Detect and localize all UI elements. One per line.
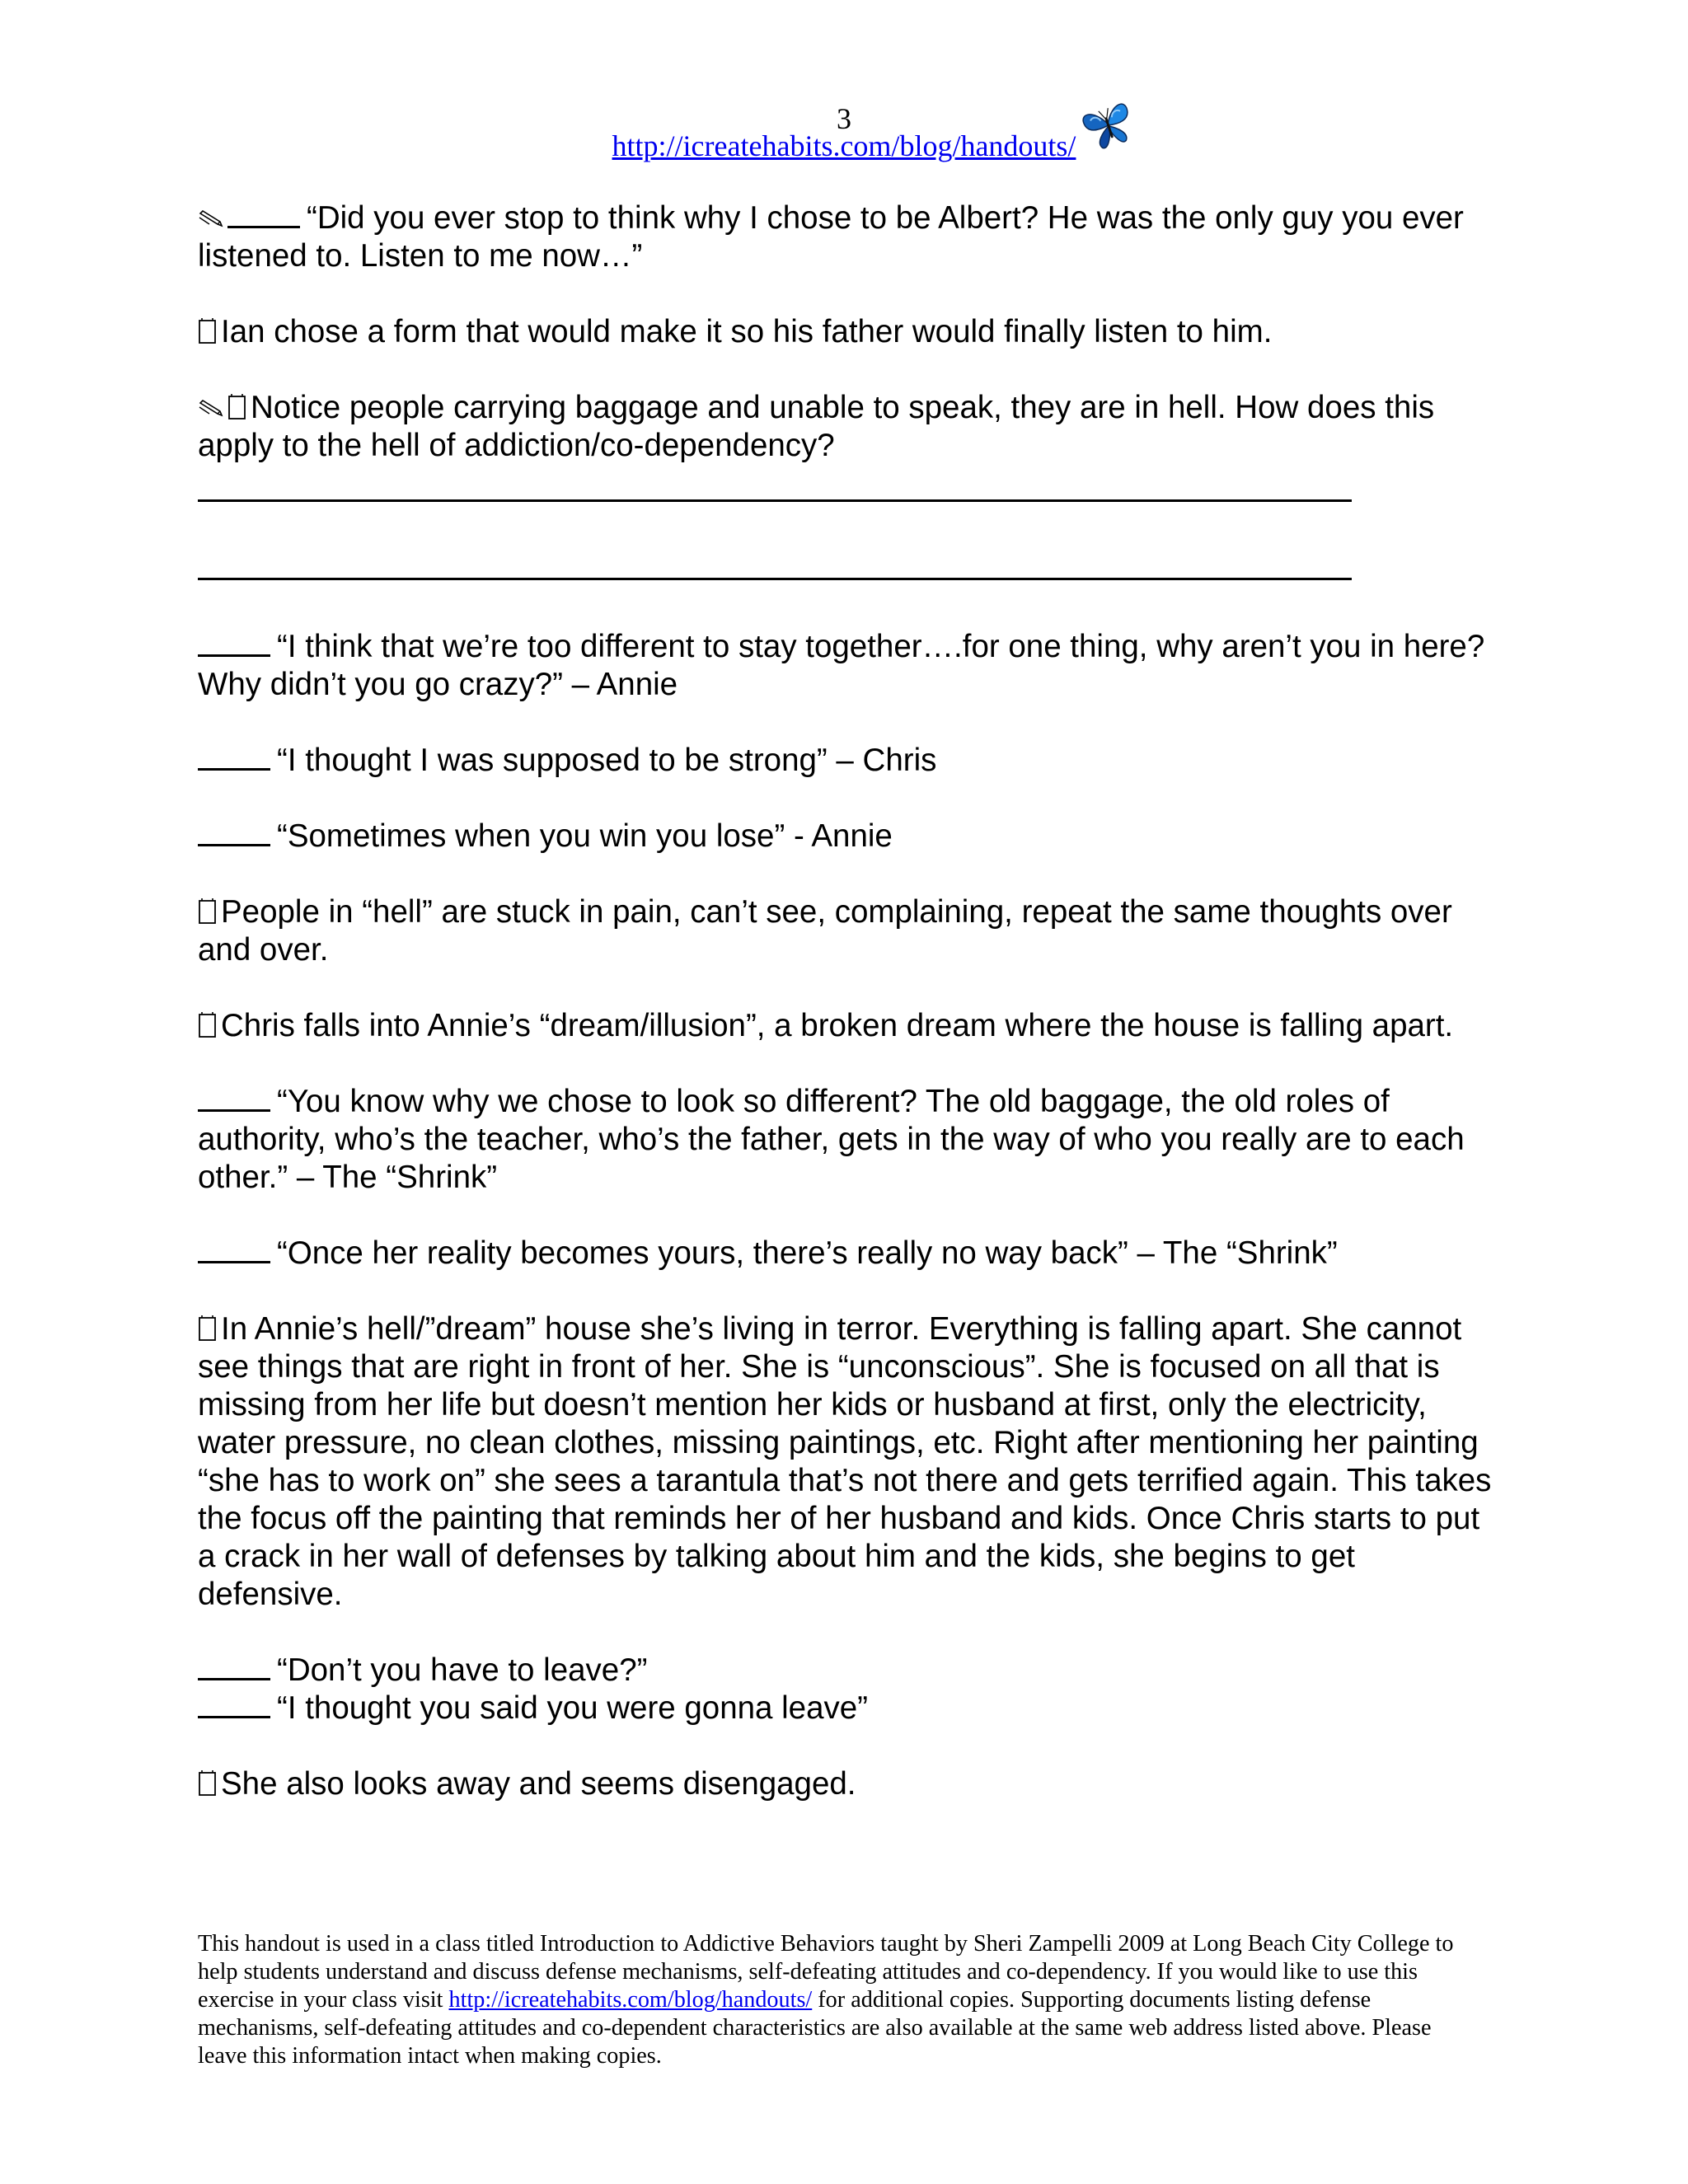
paragraph-text: Notice people carrying baggage and unable to speak, they are in hell. How does this apply to the hell of addiction/co-dependency?	[198, 390, 1435, 463]
question-baggage	[198, 389, 1500, 465]
paragraph-text: “Did you ever stop to think why I chose to be Albert? He was the only guy you ever listened to. Listen to me now…”	[198, 200, 1464, 274]
answer-line[interactable]	[198, 578, 1352, 580]
quote-shrink-different	[198, 1083, 1500, 1197]
note-annie-hell	[198, 1310, 1500, 1614]
quote-annie-win	[198, 818, 1500, 855]
paragraph-text: In Annie’s hell/”dream” house she’s living in terror. Everything is falling apart. She cannot see things that are right in front of her. She is “unconscious”. She is focused on all that is missing from her life but doesn’t mention her kids or husband at first, only the electricity, water pressure, no clean clothes, missing paintings, etc. Right after mentioning her painting “she has to work on” she sees a tarantula that’s not there and gets terrified again. This takes the focus off the painting that reminds her of her husband and kids. Once Chris starts to put a crack in her wall of defenses by talking about him and the kids, she begins to get defensive.	[198, 1311, 1492, 1612]
paragraph-text: She also looks away and seems disengaged.	[221, 1766, 856, 1802]
checkbox-icon[interactable]	[198, 898, 218, 926]
checkbox-icon[interactable]	[227, 393, 247, 421]
quote-albert	[198, 199, 1500, 275]
paragraph-text: “I think that we’re too different to stay together….for one thing, why aren’t you in here? Why didn’t you go crazy?” – Annie	[198, 629, 1485, 702]
page-number: 3	[837, 102, 851, 135]
quote-leave-1	[198, 1652, 1500, 1690]
answer-blank[interactable]	[198, 1653, 270, 1680]
footer-link[interactable]: http://icreatehabits.com/blog/handouts/	[448, 1987, 813, 2013]
paragraph-text: “I thought I was supposed to be strong” – Chris	[277, 743, 937, 778]
paragraph-text: “Once her reality becomes yours, there’s really no way back” – The “Shrink”	[277, 1235, 1338, 1271]
worksheet-content	[198, 199, 1500, 1841]
answer-blank[interactable]	[227, 201, 300, 228]
footer-text: This handout is used in a class titled Introduction to Addictive Behaviors taught by Sheri Zampelli 2009 at Long Beach City College to help students understand and discuss defense mechanisms, self-defeating attitudes and co-dependency. If you would like to use this exercise in your class visit	[198, 1931, 1454, 2013]
paragraph-text: “I thought you said you were gonna leave”	[277, 1690, 868, 1726]
paragraph-text: “You know why we chose to look so different? The old baggage, the old roles of authority, who’s the teacher, who’s the father, gets in the way of who you really are to each other.” – The “Shrink”	[198, 1084, 1465, 1195]
answer-line[interactable]	[198, 499, 1352, 502]
quote-annie-different	[198, 628, 1500, 704]
answer-blank[interactable]	[198, 743, 270, 771]
quote-chris-strong	[198, 742, 1500, 780]
quote-leave-2	[198, 1690, 1500, 1727]
pencil-icon	[198, 210, 226, 228]
answer-blank[interactable]	[198, 1236, 270, 1263]
paragraph-text: Ian chose a form that would make it so his father would finally listen to him.	[221, 314, 1273, 349]
quote-shrink-reality	[198, 1235, 1500, 1272]
paragraph-text: “Sometimes when you win you lose” - Annie	[277, 818, 893, 854]
note-ian	[198, 313, 1500, 351]
footer-note	[198, 1930, 1484, 2070]
checkbox-icon[interactable]	[198, 1315, 218, 1343]
footer-text: for additional copies. Supporting documents listing defense mechanisms, self-defeating attitudes and co-dependent characteristics are also available at the same web address listed above. Please leave this information intact when making copies.	[198, 1987, 1432, 2069]
checkbox-icon[interactable]	[198, 317, 218, 345]
note-hell	[198, 893, 1500, 969]
header-link[interactable]: http://icreatehabits.com/blog/handouts/	[612, 129, 1076, 162]
note-dream	[198, 1007, 1500, 1045]
answer-blank[interactable]	[198, 630, 270, 657]
note-disengaged	[198, 1765, 1500, 1803]
header-link-line	[0, 129, 1688, 163]
pencil-icon	[198, 400, 226, 418]
checkbox-icon[interactable]	[198, 1769, 218, 1797]
paragraph-text: Chris falls into Annie’s “dream/illusion”, a broken dream where the house is falling apart.	[221, 1008, 1454, 1043]
answer-blank[interactable]	[198, 1691, 270, 1718]
paragraph-text: “Don’t you have to leave?”	[277, 1652, 648, 1688]
paragraph-text: People in “hell” are stuck in pain, can’t see, complaining, repeat the same thoughts over and over.	[198, 894, 1452, 968]
answer-blank[interactable]	[198, 819, 270, 846]
checkbox-icon[interactable]	[198, 1011, 218, 1039]
butterfly-icon	[1081, 99, 1136, 153]
answer-blank[interactable]	[198, 1085, 270, 1112]
